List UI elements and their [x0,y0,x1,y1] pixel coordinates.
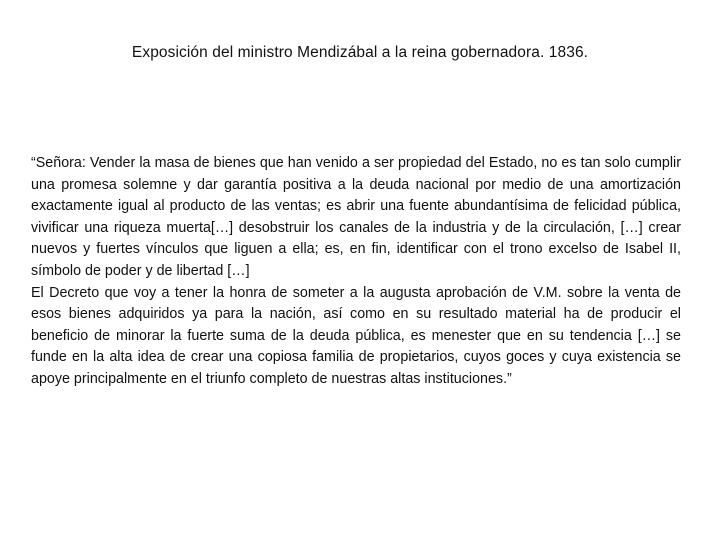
page-title: Exposición del ministro Mendizábal a la reina gobernadora. 1836. [131,44,589,61]
quote-paragraph-2: El Decreto que voy a tener la honra de someter a la augusta aprobación de V.M. sobre la venta de esos bienes adquiridos ya para la nación, así como en su resultado material ha de producir el beneficio de minorar la fuerte suma de la deuda pública, es menester que en su tendencia […] se funde en la alta idea de crear una copiosa familia de propietarios, cuyos goces y cuya existencia se apoye principalmente en el triunfo completo de nuestras altas instituciones.” [31,284,681,387]
quote-body [31,153,681,391]
quote-paragraph-1: “Señora: Vender la masa de bienes que han venido a ser propiedad del Estado, no es tan solo cumplir una promesa solemne y dar garantía positiva a la deuda nacional por medio de una amortización exactamente igual al producto de las ventas; es abrir una fuente abundantísima de felicidad pública, vivificar una riqueza muerta[…] desobstruir los canales de la industria y de la circulación, […] crear nuevos y fuertes vínculos que liguen a ella; es, en fin, identificar con el trono excelso de Isabel II, símbolo de poder y de libertad […] [31,155,681,279]
